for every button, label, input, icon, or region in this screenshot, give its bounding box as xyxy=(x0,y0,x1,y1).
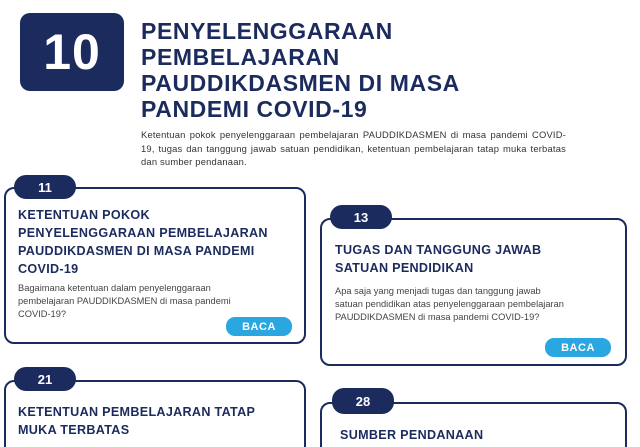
card-title-line: PENYELENGGARAAN PEMBELAJARAN xyxy=(18,226,268,240)
card-title-line: SUMBER PENDANAAN xyxy=(340,428,484,442)
card-description xyxy=(18,282,278,320)
card-title-line: PAUDDIKDASMEN DI MASA PANDEMI xyxy=(18,244,255,258)
card-desc-line: satuan pendidikan atas penyelenggaraan pembelajaran xyxy=(335,298,564,309)
title-line: PAUDDIKDASMEN DI MASA xyxy=(141,70,460,96)
card-title-line: SATUAN PENDIDIKAN xyxy=(335,261,474,275)
card-title xyxy=(335,241,620,277)
card-title-line: KETENTUAN POKOK xyxy=(18,208,150,222)
page-title xyxy=(141,18,561,122)
card-title xyxy=(340,426,620,444)
card-title xyxy=(18,206,303,278)
card-title-line: KETENTUAN PEMBELAJARAN TATAP xyxy=(18,405,256,419)
page-number-tab: 11 xyxy=(14,175,76,199)
page-number-tab: 28 xyxy=(332,388,394,414)
title-line: PEMBELAJARAN xyxy=(141,44,340,70)
card-desc-line: PAUDDIKDASMEN di masa pandemi COVID-19? xyxy=(335,311,540,322)
card-desc-line: Bagaimana ketentuan dalam penyelenggaraan xyxy=(18,283,211,293)
page-number-tab: 21 xyxy=(14,367,76,391)
page-number-tab: 13 xyxy=(330,205,392,229)
card-title-line: TUGAS DAN TANGGUNG JAWAB xyxy=(335,243,542,257)
card-title-line: COVID-19 xyxy=(18,262,79,276)
card-desc-line: Apa saja yang menjadi tugas dan tanggung jawab xyxy=(335,286,541,296)
title-line: PANDEMI COVID-19 xyxy=(141,96,368,122)
card-desc-line: pembelajaran PAUDDIKDASMEN di masa pandemi xyxy=(18,295,231,306)
intro-text: Ketentuan pokok penyelenggaraan pembelajaran PAUDDIKDASMEN di masa pandemi COVID-19, tugas dan tanggung jawab satuan pendidikan, ketentuan pembelajaran tatap muka terbatas dan sumber pendanaan. xyxy=(141,129,566,167)
card-title-line: MUKA TERBATAS xyxy=(18,423,130,437)
title-line: PENYELENGGARAAN xyxy=(141,18,393,44)
card-title xyxy=(18,403,303,439)
card-description xyxy=(335,285,620,323)
chapter-number-badge: 10 xyxy=(20,13,124,91)
read-button[interactable]: BACA xyxy=(545,338,611,357)
read-button[interactable]: BACA xyxy=(226,317,292,336)
card-desc-line: COVID-19? xyxy=(18,308,67,319)
